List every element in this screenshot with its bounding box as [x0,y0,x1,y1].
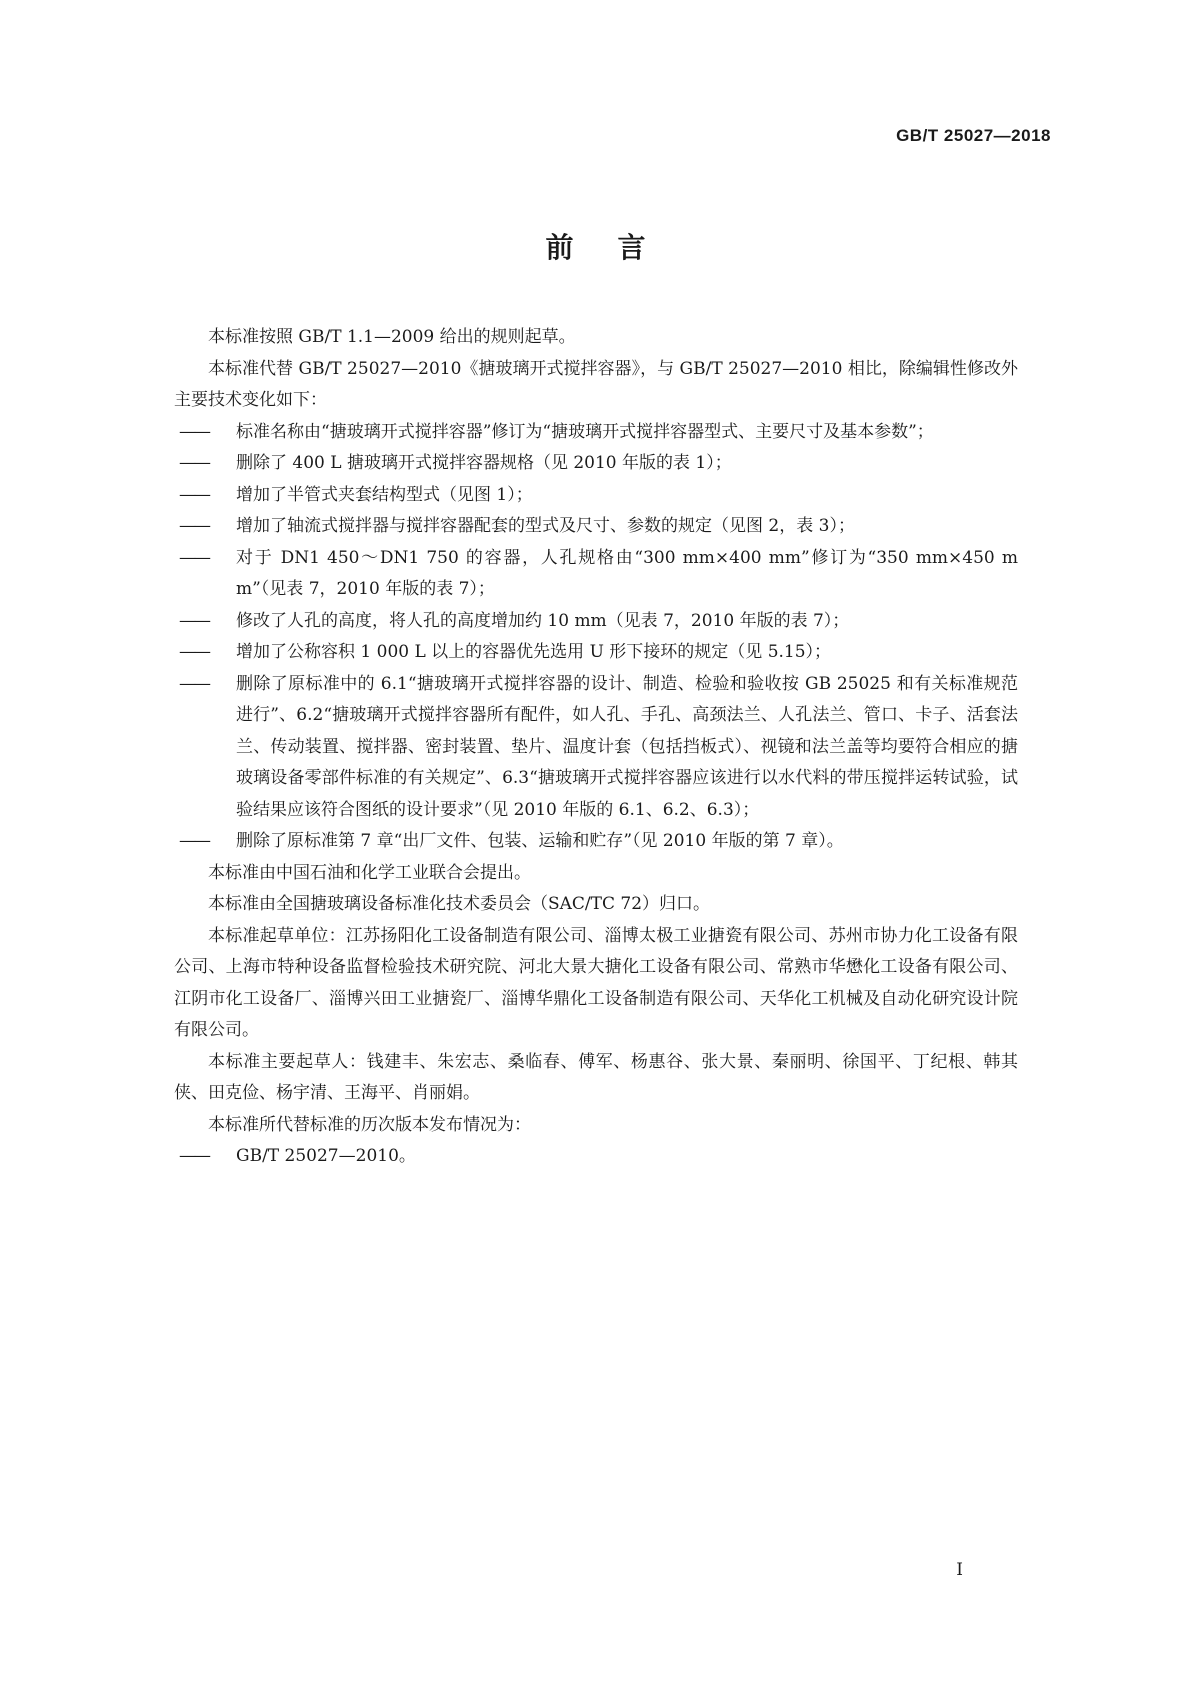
list-item-text: 增加了半管式夹套结构型式（见图 1）； [236,484,533,505]
list-item [174,669,1018,827]
list-item [174,1141,1018,1173]
list-item-text: GB/T 25027—2010。 [236,1146,416,1166]
standard-code: GB/T 25027—2018 [896,126,1051,145]
foreword-body [174,322,1018,1173]
list-item-text: 删除了原标准第 7 章“出厂文件、包装、运输和贮存”（见 2010 年版的第 7 章）。 [236,831,844,851]
list-item [174,637,1018,669]
list-item [174,543,1018,606]
list-item [174,826,1018,858]
page-title: 前言 [545,231,690,264]
drafting-units-paragraph: 本标准起草单位：江苏扬阳化工设备制造有限公司、淄博太极工业搪瓷有限公司、苏州市协力化工设备有限公司、上海市特种设备监督检验技术研究院、河北大景大搪化工设备有限公司、常熟市华懋化工设备有限公司、江阴市化工设备厂、淄博兴田工业搪瓷厂、淄博华鼎化工设备制造有限公司、天华化工机械及自动化研究设计院有限公司。 [174,925,1018,1040]
drafters-paragraph: 本标准主要起草人：钱建丰、朱宏志、桑临春、傅军、杨惠谷、张大景、秦丽明、徐国平、丁纪根、韩其侠、田克俭、杨宇清、王海平、肖丽娟。 [174,1051,1018,1103]
list-item-text: 对于 DN1 450～DN1 750 的容器，人孔规格由“300 mm×400 mm”修订为“350 mm×450 mm”（见表 7，2010 年版的表 7）； [236,547,1018,599]
replacement-paragraph: 本标准代替 GB/T 25027—2010《搪玻璃开式搅拌容器》，与 GB/T 25027—2010 相比，除编辑性修改外主要技术变化如下： [174,358,1018,410]
list-item-text: 标准名称由“搪玻璃开式搅拌容器”修订为“搪玻璃开式搅拌容器型式、主要尺寸及基本参数”； [236,421,934,442]
list-item-text: 删除了原标准中的 6.1“搪玻璃开式搅拌容器的设计、制造、检验和验收按 GB 25025 和有关标准规范进行”、6.2“搪玻璃开式搅拌容器所有配件，如人孔、手孔、高颈法兰、人孔法兰、管口、卡子、活套法兰、传动装置、搅拌器、密封装置、垫片、温度计套（包括挡板式）、视镜和法兰盖等均要符合相应的搪玻璃设备零部件标准的有关规定”、6.3“搪玻璃开式搅拌容器应该进行以水代料的带压搅拌运转试验，试验结果应该符合图纸的设计要求”（见 2010 年版的 6.1、6.2、6.3）； [236,673,1018,820]
proposer-paragraph: 本标准由中国石油和化学工业联合会提出。 [208,862,531,883]
dash-marker: —— [179,421,209,442]
dash-marker: —— [179,610,209,631]
dash-marker: —— [179,453,209,473]
dash-marker: —— [179,547,209,568]
list-item-text: 增加了公称容积 1 000 L 以上的容器优先选用 U 形下接环的规定（见 5.15）； [236,642,832,662]
changes-list [174,417,1018,858]
dash-marker: —— [179,516,209,536]
list-item-text: 增加了轴流式搅拌器与搅拌容器配套的型式及尺寸、参数的规定（见图 2，表 3）； [236,516,855,536]
list-item [174,417,1018,449]
dash-marker: —— [179,484,209,505]
page-number: I [956,1560,963,1580]
list-item [174,511,1018,543]
list-item-text: 修改了人孔的高度，将人孔的高度增加约 10 mm（见表 7，2010 年版的表 7）； [236,610,850,631]
drafting-rules-paragraph: 本标准按照 GB/T 1.1—2009 给出的规则起草。 [208,327,576,347]
editions-paragraph: 本标准所代替标准的历次版本发布情况为： [208,1114,531,1135]
dash-marker: —— [179,831,209,851]
previous-editions-list [174,1141,1018,1173]
list-item [174,448,1018,480]
dash-marker: —— [179,642,209,662]
committee-paragraph: 本标准由全国搪玻璃设备标准化技术委员会（SAC/TC 72）归口。 [208,894,711,914]
dash-marker: —— [179,673,209,694]
dash-marker: —— [179,1146,209,1166]
list-item [174,606,1018,638]
list-item-text: 删除了 400 L 搪玻璃开式搅拌容器规格（见 2010 年版的表 1）； [236,453,732,473]
list-item [174,480,1018,512]
